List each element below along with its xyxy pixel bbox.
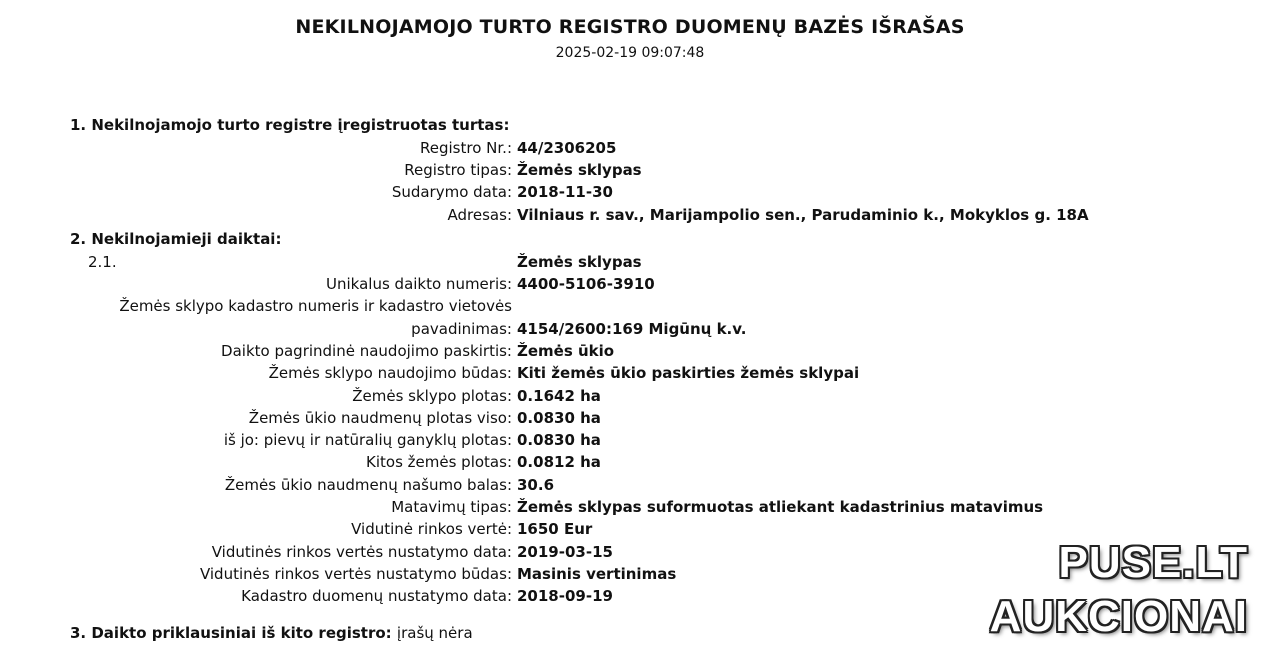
field-label: Adresas: [447,206,512,224]
field-value: 44/2306205 [517,139,617,157]
field-label: Unikalus daikto numeris: [326,275,512,293]
field-value: 0.0830 ha [517,409,601,427]
document-title: NEKILNOJAMOJO TURTO REGISTRO DUOMENŲ BAZĖS IŠRAŠAS [295,16,965,38]
field-value: 2018-11-30 [517,183,613,201]
field-label: Sudarymo data: [391,183,512,201]
field-value: 0.0830 ha [517,431,601,449]
field-value: Žemės sklypas [517,161,642,179]
field-row [0,342,1280,364]
field-row [0,409,1280,431]
field-row-registry-number [0,139,1280,161]
watermark-line-1: PUSE.LT [1058,538,1248,587]
field-row-cadastral-label-line1 [0,297,1280,319]
section-3-title: 3. Daikto priklausiniai iš kito registro: [70,624,392,642]
field-value: 4154/2600:169 Migūnų k.v. [517,320,747,338]
section-3-value: įrašų nėra [396,624,473,642]
field-value: 30.6 [517,476,555,494]
field-row [0,387,1280,409]
field-row [0,476,1280,498]
field-value: 2019-03-15 [517,543,613,561]
field-label: Daikto pagrindinė naudojimo paskirtis: [221,342,512,360]
field-row-creation-date [0,183,1280,205]
field-label: iš jo: pievų ir natūralių ganyklų plotas: [223,431,512,449]
field-row-address [0,206,1280,228]
field-label: Žemės sklypo naudojimo būdas: [268,364,512,382]
field-label: Kadastro duomenų nustatymo data: [241,587,512,605]
field-label: Vidutinės rinkos vertės nustatymo būdas: [199,565,512,583]
field-value: 0.1642 ha [517,387,601,405]
field-value: Masinis vertinimas [517,565,677,583]
document-datetime: 2025-02-19 09:07:48 [555,45,705,61]
field-label: Kitos žemės plotas: [366,453,512,471]
field-label: Žemės ūkio naudmenų plotas viso: [248,409,512,427]
field-value: 1650 Eur [517,520,593,538]
field-value: Žemės sklypas suformuotas atliekant kadastrinius matavimus [517,498,1044,516]
field-row [0,453,1280,475]
field-value: 2018-09-19 [517,587,613,605]
item-title-row [0,253,1280,275]
section-1-heading: 1. Nekilnojamojo turto registre įregistruotas turtas: [70,116,510,134]
field-label: Registro tipas: [404,161,512,179]
field-value: Žemės ūkio [517,342,615,360]
field-label: Matavimų tipas: [391,498,512,516]
field-row [0,364,1280,386]
field-row-registry-type [0,161,1280,183]
field-value: Vilniaus r. sav., Marijampolio sen., Parudaminio k., Mokyklos g. 18A [517,206,1089,224]
field-label: Vidutinė rinkos vertė: [351,520,512,538]
section-3-heading [70,624,473,642]
field-label: Žemės sklypo kadastro numeris ir kadastro vietovės [119,297,512,315]
field-label: pavadinimas: [411,320,512,338]
field-value: Kiti žemės ūkio paskirties žemės sklypai [517,364,860,382]
field-row [0,498,1280,520]
field-row-unique-number [0,275,1280,297]
field-value: 4400-5106-3910 [517,275,655,293]
field-label: Vidutinės rinkos vertės nustatymo data: [211,543,512,561]
watermark-line-2: AUKCIONAI [989,592,1248,641]
item-number: 2.1. [88,253,117,271]
item-title: Žemės sklypas [517,253,642,271]
field-value: 0.0812 ha [517,453,601,471]
field-label: Registro Nr.: [420,139,512,157]
field-label: Žemės sklypo plotas: [352,387,512,405]
field-row [0,431,1280,453]
field-row-cadastral-number [0,320,1280,342]
field-label: Žemės ūkio naudmenų našumo balas: [224,476,512,494]
section-2-heading: 2. Nekilnojamieji daiktai: [70,230,282,248]
